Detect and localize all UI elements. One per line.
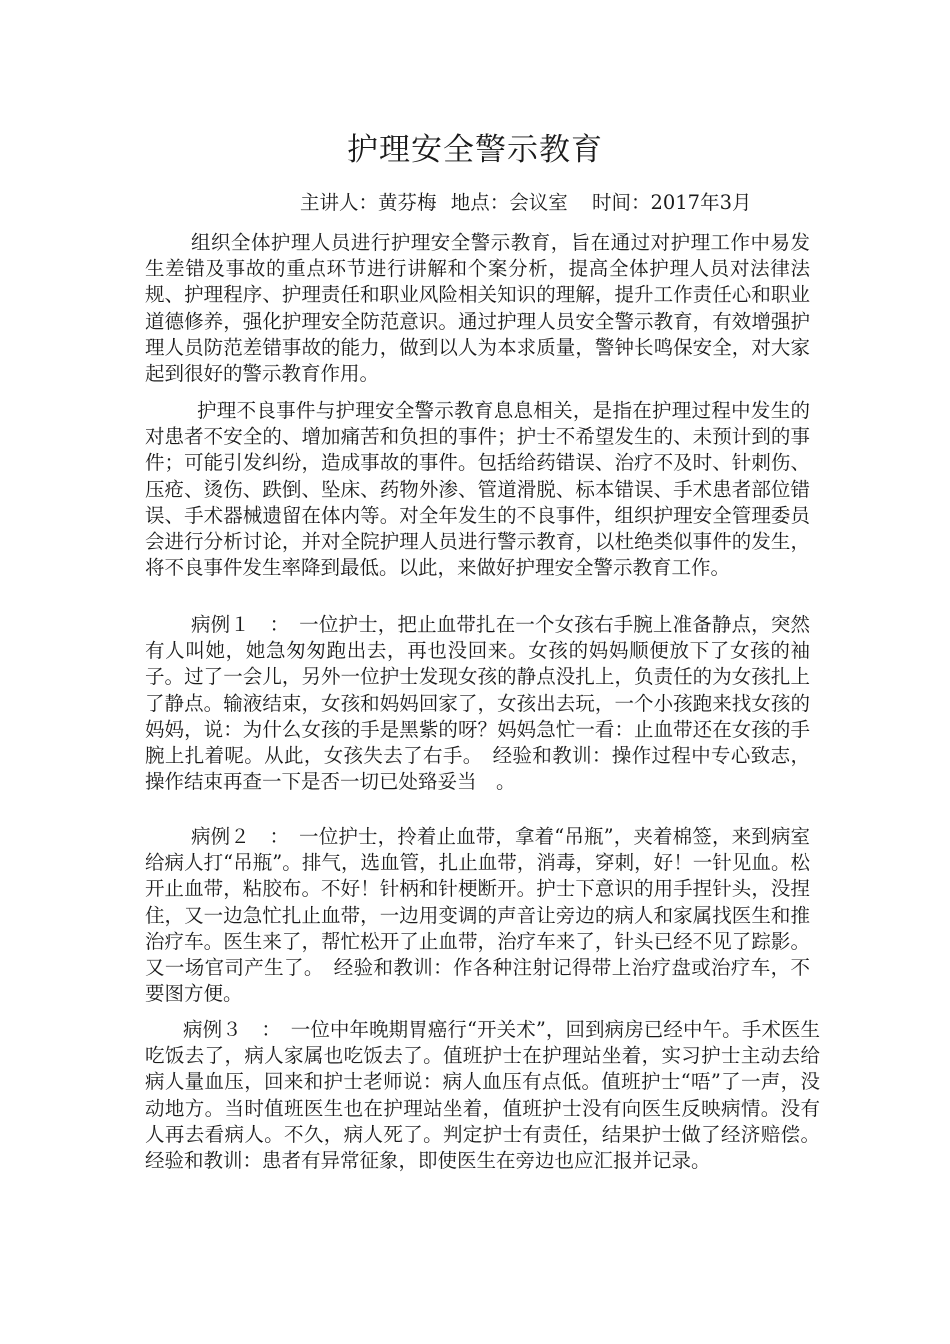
time-text: 时间：2017年3月 <box>591 191 752 214</box>
paragraph-case-3: 病例３ ： 一位中年晚期胃癌行“开关术”，回到病房已经中午。手术医生吃饭去了，病人家属也吃饭去了。值班护士在护理站坐着，实习护士主动去给病人量血压，回来和护士老师说：病人血压有点低。值班护士“唔”了一声，没动地方。当时值班医生也在护理站坐着，值班护士没有向医生反映病情。没有人再去看病人。不久，病人死了。判定护士有责任，结果护士做了经济赔偿。经验和教训：患者有异常征象，即使医生在旁边也应汇报并记录。 <box>145 1018 820 1173</box>
paragraph-intro: 组织全体护理人员进行护理安全警示教育，旨在通过对护理工作中易发生差错及事故的重点环节进行讲解和个案分析，提高全体护理人员对法律法规、护理程序、护理责任和职业风险相关知识的理解，提升工作责任心和职业道德修养，强化护理安全防范意识。通过护理人员安全警示教育，有效增强护理人员防范差错事故的能力，做到以人为本求质量，警钟长鸣保安全，对大家起到很好的警示教育作用。 <box>145 231 810 386</box>
document-meta <box>300 188 751 218</box>
paragraph-case-1: 病例１ ： 一位护士，把止血带扎在一个女孩右手腕上准备静点，突然有人叫她，她急匆匆跑出去，再也没回来。女孩的妈妈顺便放下了女孩的袖子。过了一会儿，另外一位护士发现女孩的静点没扎上，负责任的为女孩扎上了静点。输液结束，女孩和妈妈回家了，女孩出去玩，一个小孩跑来找女孩的妈妈，说：为什么女孩的手是黑紫的呀？妈妈急忙一看：止血带还在女孩的手腕上扎着呢。从此，女孩失去了右手。 经验和教训：操作过程中专心致志，操作结束再查一下是否一切已处臵妥当 。 <box>145 613 810 794</box>
paragraph-adverse-events: 护理不良事件与护理安全警示教育息息相关，是指在护理过程中发生的对患者不安全的、增加痛苦和负担的事件；护士不希望发生的、未预计到的事件；可能引发纠纷，造成事故的事件。包括给药错误、治疗不及时、针刺伤、压疮、烫伤、跌倒、坠床、药物外渗、管道滑脱、标本错误、手术患者部位错误、手术器械遗留在体内等。对全年发生的不良事件，组织护理安全管理委员会进行分析讨论，并对全院护理人员进行警示教育，以杜绝类似事件的发生，将不良事件发生率降到最低。以此，来做好护理安全警示教育工作。 <box>145 399 810 580</box>
document-title: 护理安全警示教育 <box>347 132 603 168</box>
paragraph-case-2: 病例２ ： 一位护士，拎着止血带，拿着“吊瓶”，夹着棉签，来到病室给病人打“吊瓶”。排气，选血管，扎止血带，消毒，穿刺，好！一针见血。松开止血带，粘胶布。不好！针柄和针梗断开。护士下意识的用手捏针头，没捏住，又一边急忙扎止血带，一边用变调的声音让旁边的病人和家属找医生和推治疗车。医生来了，帮忙松开了止血带，治疗车来了，针头已经不见了踪影。又一场官司产生了。 经验和教训：作各种注射记得带上治疗盘或治疗车，不要图方便。 <box>145 825 810 1006</box>
speaker-text: 主讲人：黄芬梅 <box>300 191 437 214</box>
location-text: 地点：会议室 <box>450 191 568 214</box>
